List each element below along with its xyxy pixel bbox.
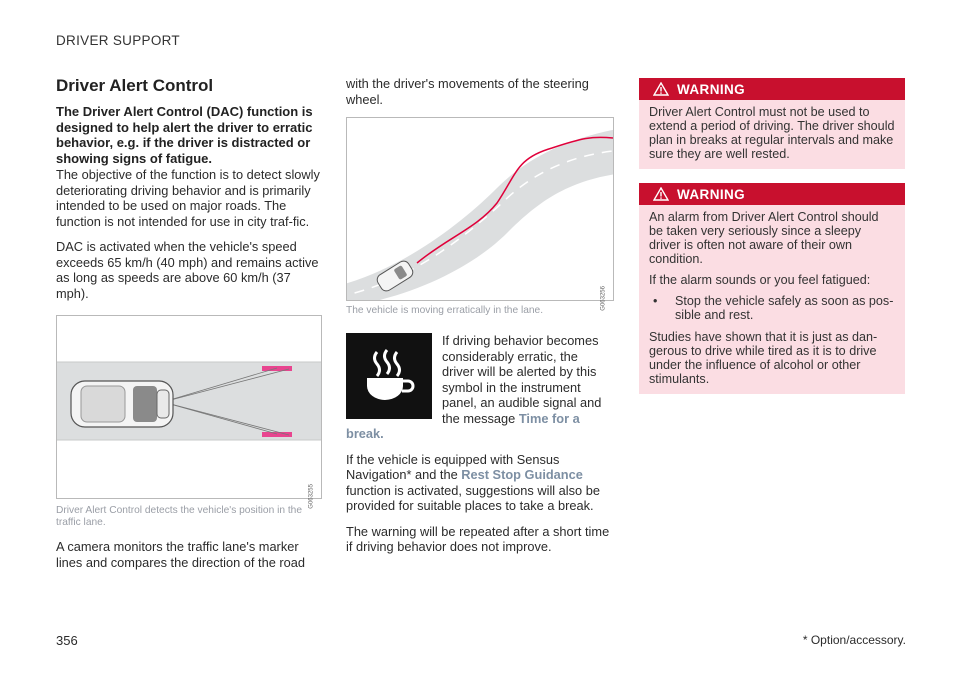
warning-header — [639, 183, 905, 205]
figure-code: G063255 — [309, 484, 315, 509]
warning-header — [639, 78, 905, 100]
rest-stop-guidance-link[interactable]: Rest Stop Guidance — [461, 467, 583, 482]
page-number: 356 — [56, 633, 78, 648]
warning-text: Driver Alert Control must not be used to extend a period of driving. The driver should plan in breaks at regular intervals and make sure they are well rested. — [649, 105, 895, 161]
figure-caption: The vehicle is moving erratically in the lane. — [346, 305, 544, 316]
warning-title: WARNING — [677, 81, 746, 97]
section-header: DRIVER SUPPORT — [56, 33, 180, 48]
column-1 — [56, 76, 322, 580]
column-3 — [639, 78, 905, 408]
warning-text-2: If the alarm sounds or you feel fatigued: — [649, 273, 871, 287]
paragraph-objective: The objective of the function is to detect slowly deteriorating driving behavior and is primarily intended to be used on major roads. The function is not intended for use in city traf-fic. — [56, 167, 320, 229]
paragraph-camera: A camera monitors the traffic lane's marker lines and compares the direction of the road — [56, 539, 305, 570]
paragraph-activation: DAC is activated when the vehicle's speed exceeds 65 km/h (40 mph) and remains active as long as speeds are above 60 km/h (37 mph). — [56, 239, 319, 301]
figure-lane-detection — [56, 315, 322, 509]
figure-code: G063256 — [601, 286, 607, 311]
article-title: Driver Alert Control — [56, 76, 214, 95]
warning-triangle-icon — [653, 82, 669, 96]
coffee-cup-icon — [346, 333, 432, 419]
footnote: * Option/accessory. — [802, 633, 906, 647]
warning-bullet-text: Stop the vehicle safely as soon as pos-sible and rest. — [675, 294, 894, 322]
column-2 — [346, 76, 612, 565]
lane-detection-illustration — [57, 316, 321, 498]
warning-text-1: An alarm from Driver Alert Control should be taken very seriously since a sleepy driver is often not aware of their own condition. — [649, 210, 879, 266]
warning-bullet — [649, 294, 895, 322]
paragraph-navigation-b: function is activated, suggestions will also be provided for suitable places to take a break. — [346, 482, 600, 513]
paragraph-camera-continued: with the driver's movements of the steering wheel. — [346, 76, 589, 107]
bullet-dot-icon: • — [653, 294, 658, 308]
message-time-for-break: Time for a break. — [346, 410, 580, 441]
lead-paragraph: The Driver Alert Control (DAC) function is designed to help alert the driver to erratic behavior, e.g. if the driver is distracted or showing signs of fatigue. — [56, 104, 313, 166]
figure-caption: Driver Alert Control detects the vehicle's position in the traffic lane. — [56, 505, 302, 528]
warning-box-1 — [639, 78, 905, 169]
warning-box-2 — [639, 183, 905, 394]
warning-triangle-icon — [653, 187, 669, 201]
warning-text-3: Studies have shown that it is just as dan-gerous to drive while tired as it is to drive under the influence of alcohol or other stimulants. — [649, 330, 878, 386]
paragraph-navigation-a: If the vehicle is equipped with Sensus Navigation* and the — [346, 451, 560, 482]
warning-title: WARNING — [677, 186, 746, 202]
paragraph-repeat-warning: The warning will be repeated after a short time if driving behavior does not improve. — [346, 523, 610, 554]
paragraph-alert: If driving behavior becomes considerably erratic, the driver will be alerted by this symbol in the instrument panel, an audible signal and the message — [442, 333, 602, 426]
erratic-driving-illustration — [347, 118, 613, 300]
